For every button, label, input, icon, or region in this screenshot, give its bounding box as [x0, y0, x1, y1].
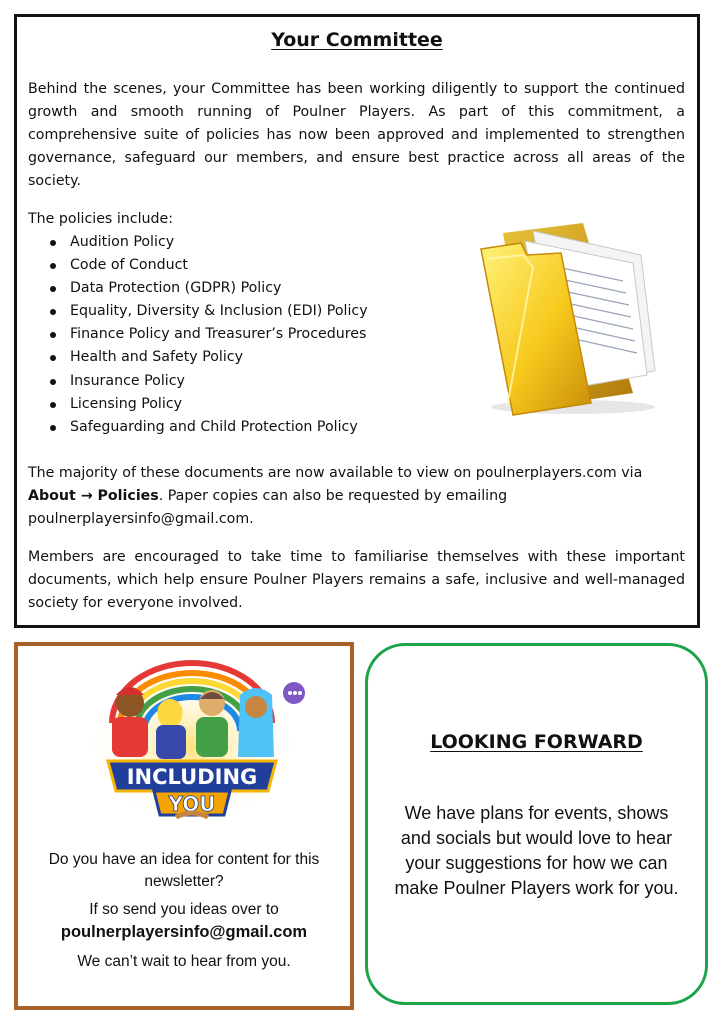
committee-title: Your Committee	[271, 29, 443, 51]
idea-sign-off: We can’t wait to hear from you.	[77, 953, 291, 970]
send-line: If so send you ideas over to	[89, 901, 279, 918]
folder-documents-icon	[463, 203, 663, 419]
policy-item: Licensing Policy	[70, 393, 368, 416]
availability-pre: The majority of these documents are now available to view on poulnerplayers.com via	[28, 465, 643, 481]
policies-list	[28, 231, 368, 439]
ideas-panel	[14, 642, 354, 1010]
policy-item: Finance Policy and Treasurer’s Procedures	[70, 323, 368, 346]
policy-item: Safeguarding and Child Protection Policy	[70, 416, 368, 439]
committee-panel	[14, 14, 700, 628]
availability-text	[28, 462, 685, 531]
policy-item: Code of Conduct	[70, 254, 368, 277]
policies-heading: The policies include:	[28, 211, 174, 227]
looking-forward-body: We have plans for events, shows and socials but would love to hear your suggestions for how we can make Poulner Players work for you.	[394, 803, 679, 898]
looking-forward-title: LOOKING FORWARD	[430, 731, 643, 753]
logo-text-including: INCLUDING	[126, 765, 258, 789]
policy-item: Health and Safety Policy	[70, 346, 368, 369]
looking-forward-panel	[365, 643, 708, 1005]
contact-email[interactable]: poulnerplayersinfo@gmail.com	[60, 923, 308, 941]
policy-item: Insurance Policy	[70, 370, 368, 393]
availability-post: . Paper copies can also be requested by emailing poulnerplayersinfo@gmail.com.	[28, 488, 508, 527]
policy-item: Data Protection (GDPR) Policy	[70, 277, 368, 300]
policy-item: Audition Policy	[70, 231, 368, 254]
idea-send	[24, 899, 344, 943]
logo-text-you: YOU	[168, 792, 216, 816]
including-you-logo	[72, 653, 312, 821]
committee-intro: Behind the scenes, your Committee has been working diligently to support the continued growth and smooth running of Poulner Players. As part of this commitment, a comprehensive suite of policies has now been approved and implemented to strengthen governance, safeguard our members, and ensure best practice across all areas of the society.	[28, 81, 685, 189]
policy-item: Equality, Diversity & Inclusion (EDI) Policy	[70, 300, 368, 323]
policies-path: About → Policies	[28, 488, 159, 504]
closing-text: Members are encouraged to take time to familiarise themselves with these important documents, which help ensure Poulner Players remains a safe, inclusive and well-managed society for everyone involved.	[28, 549, 685, 611]
idea-question: Do you have an idea for content for this newsletter?	[48, 851, 320, 890]
